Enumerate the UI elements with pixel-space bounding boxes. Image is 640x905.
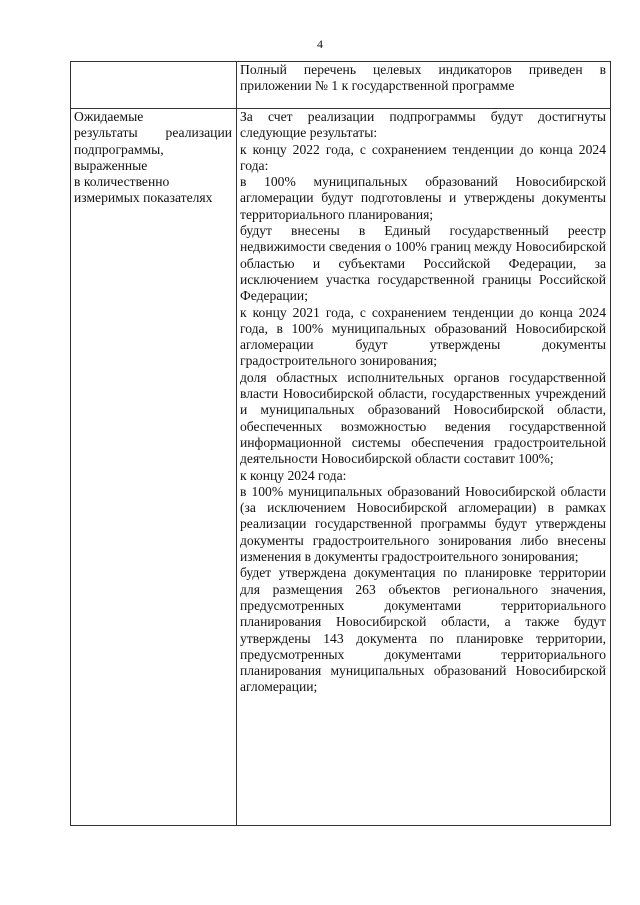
row-label-cell [71, 62, 237, 109]
label-line: в количественно [74, 174, 170, 190]
expected-results-content [237, 109, 611, 826]
label-line: Ожидаемые [74, 109, 144, 124]
label-line: выраженные [74, 157, 148, 173]
result-paragraph: За счет реализации подпрограммы будут достигнуты следующие результаты: [240, 109, 606, 141]
result-paragraph: к концу 2024 года: [240, 467, 347, 483]
row-content-cell [237, 62, 611, 109]
page-number: 4 [317, 37, 323, 51]
label-line: подпрограммы, [74, 141, 164, 157]
indicators-note: Полный перечень целевых индикаторов приведен в приложении № 1 к государственной программе [240, 62, 606, 94]
result-paragraph: в 100% муниципальных образований Новосибирской области (за исключением Новосибирской агломерации) в рамках реализации государственной программы будут утверждены документы градостроительного зонирования либо внесены изменения в документы градостроительного зонирования; [240, 483, 606, 565]
result-paragraph: будет утверждена документация по планировке территории для размещения 263 объектов регионального значения, предусмотренных документами территориального планирования Новосибирской области, а также будут утверждены 143 документа по планировке территории, предусмотренных документами территориального планирования муниципальных образований Новосибирской агломерации; [240, 565, 606, 695]
label-line: измеримых показателях [74, 190, 213, 206]
result-paragraph: доля областных исполнительных органов государственной власти Новосибирской области, государственных учреждений и муниципальных образований Новосибирской области, обеспеченных возможностью ведения государственной информационной системы обеспечения градостроительной деятельности Новосибирской области составит 100%; [240, 369, 606, 467]
result-paragraph: к концу 2021 года, с сохранением тенденции до конца 2024 года, в 100% муниципальных образований Новосибирской агломерации будут утверждены документы градостроительного зонирования; [240, 304, 606, 369]
table-row [71, 109, 611, 826]
result-paragraph: к концу 2022 года, с сохранением тенденции до конца 2024 года: [240, 141, 606, 173]
result-paragraph: в 100% муниципальных образований Новосибирской агломерации будут подготовлены и утверждены документы территориального планирования; [240, 174, 606, 222]
label-line: результаты реализации [74, 125, 232, 141]
result-paragraph: будут внесены в Единый государственный реестр недвижимости сведения о 100% границ между Новосибирской областью и субъектами Российской Федерации, за исключением участка государственной границы Российской Федерации; [240, 223, 606, 304]
table-row [71, 62, 611, 109]
expected-results-label [71, 109, 237, 826]
program-table [70, 61, 611, 826]
